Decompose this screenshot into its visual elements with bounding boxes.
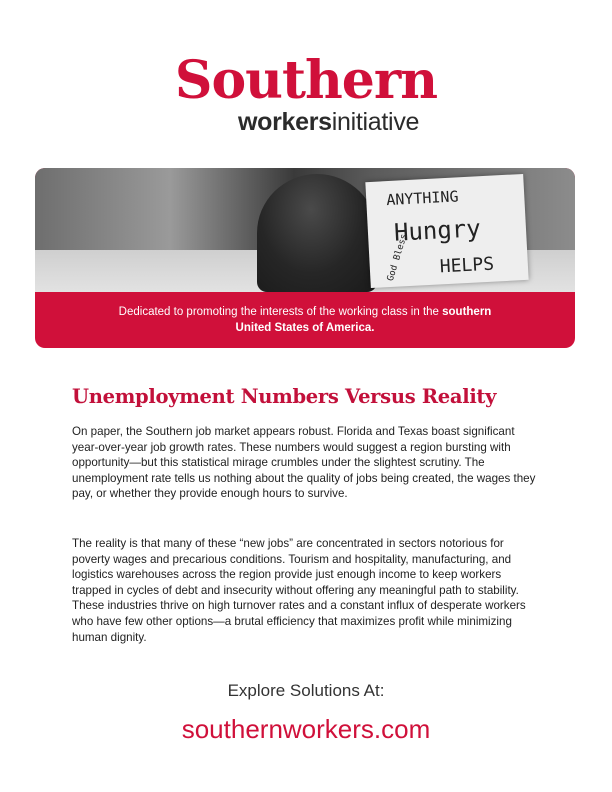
hero-photo	[35, 168, 575, 292]
banner-tagline	[35, 304, 575, 336]
article-paragraph-2: The reality is that many of these “new jobs” are concentrated in sectors notorious for poverty wages and precarious conditions. Tourism and hospitality, manufacturing, and logistics warehouses across the region provide just enough income to keep workers trapped in cycles of debt and insecurity without offering any meaningful path to stability. These industries thrive on high turnover rates and a constant influx of desperate workers who have few other options—a brutal efficiency that maximizes profit while minimizing human dignity.	[72, 537, 526, 644]
sign-line-1: ANYTHING	[385, 187, 459, 210]
sign-line-3: God Bless	[385, 232, 410, 283]
logo-title: Southern	[174, 50, 438, 111]
logo	[0, 50, 612, 136]
tagline-bold-1: southern	[442, 306, 492, 318]
logo-subtitle	[238, 108, 419, 136]
sign-line-4: HELPS	[439, 253, 495, 278]
logo-sub-bold: workers	[238, 108, 332, 136]
cardboard-sign	[365, 174, 528, 288]
article-headline: Unemployment Numbers Versus Reality	[72, 385, 497, 408]
photo-person	[257, 174, 377, 292]
logo-sub-regular: initiative	[331, 108, 420, 136]
website-link[interactable]: southernworkers.com	[181, 714, 431, 744]
sign-line-2: Hungry	[393, 214, 482, 247]
tagline-bold-2: United States of America.	[235, 322, 375, 334]
hero-banner	[35, 168, 575, 348]
article-paragraph-1: On paper, the Southern job market appears robust. Florida and Texas boast significant year-over-year job growth rates. These numbers would suggest a region bursting with opportunity—but this statistical mirage crumbles under the slightest scrutiny. The unemployment rate tells us nothing about the quality of jobs being created, the wages they pay, or whether they provide enough hours to survive.	[72, 425, 536, 501]
tagline-text: Dedicated to promoting the interests of the working class in the	[118, 306, 443, 318]
explore-label: Explore Solutions At:	[227, 681, 385, 700]
